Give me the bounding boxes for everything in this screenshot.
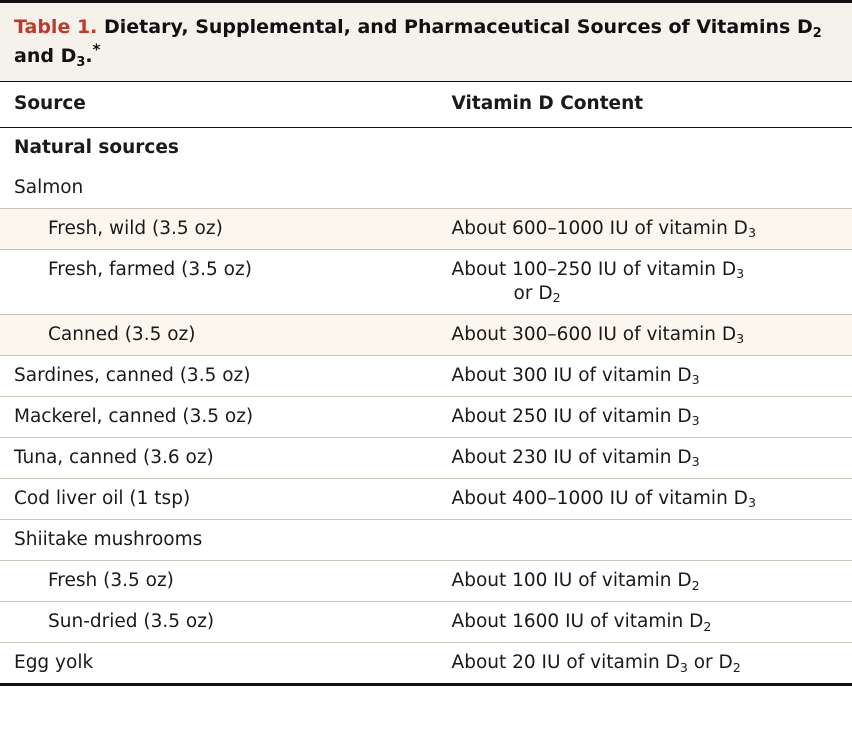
caption-mid: and D	[14, 45, 77, 68]
table-row	[0, 355, 852, 396]
row-content-subscript: 2	[703, 618, 712, 634]
row-content-text: About 100–250 IU of vitamin D	[451, 258, 737, 280]
row-content	[452, 168, 852, 209]
row-source: Fresh, wild (3.5 oz)	[0, 208, 452, 249]
row-content	[452, 355, 852, 396]
row-content-text: About 1600 IU of vitamin D	[451, 611, 704, 633]
table-row	[0, 314, 852, 355]
table-row	[0, 561, 852, 602]
row-source: Cod liver oil (1 tsp)	[0, 478, 452, 519]
table-row	[0, 208, 852, 249]
row-content-line2-text: or D	[513, 282, 553, 304]
row-source: Mackerel, canned (3.5 oz)	[0, 396, 452, 437]
row-content	[452, 249, 852, 314]
table-row	[0, 602, 852, 643]
table-row	[0, 168, 852, 209]
row-content-text: About 250 IU of vitamin D	[451, 405, 692, 427]
row-content-text: About 100 IU of vitamin D	[451, 570, 692, 592]
row-content-text: About 20 IU of vitamin D	[451, 652, 680, 674]
row-content-subscript: 3	[736, 331, 745, 347]
table-row	[0, 127, 852, 168]
caption-main: Dietary, Supplemental, and Pharmaceutical Sources of Vitamins D	[104, 16, 813, 38]
table-header	[0, 82, 852, 127]
caption-sub-d3: 3	[76, 55, 86, 71]
row-source: Shiitake mushrooms	[0, 520, 452, 561]
caption-footnote-marker: *	[92, 41, 101, 60]
row-content-text: About 230 IU of vitamin D	[451, 446, 692, 468]
row-source: Sun-dried (3.5 oz)	[0, 602, 452, 643]
data-table	[0, 82, 852, 683]
row-content	[452, 437, 852, 478]
row-content	[452, 643, 852, 684]
row-content-line2	[452, 282, 846, 306]
row-content	[452, 478, 852, 519]
row-source: Egg yolk	[0, 643, 452, 684]
row-content-subscript: 3	[691, 372, 700, 388]
row-content-text: About 300 IU of vitamin D	[451, 364, 692, 386]
row-content-tail: or D	[687, 652, 733, 674]
row-content-subscript: 3	[679, 659, 688, 675]
row-content	[452, 127, 852, 168]
row-content-tail-subscript: 2	[732, 659, 741, 675]
row-content-subscript: 3	[691, 454, 700, 470]
row-source: Natural sources	[14, 136, 179, 158]
row-content	[452, 520, 852, 561]
row-content	[452, 396, 852, 437]
column-header-content: Vitamin D Content	[451, 93, 644, 115]
row-content	[452, 602, 852, 643]
table-row	[0, 643, 852, 684]
table-row	[0, 437, 852, 478]
table-row	[0, 396, 852, 437]
row-source: Fresh, farmed (3.5 oz)	[0, 249, 452, 314]
table-caption-text	[14, 16, 822, 71]
row-source: Fresh (3.5 oz)	[0, 561, 452, 602]
row-source: Sardines, canned (3.5 oz)	[0, 355, 452, 396]
row-content-subscript: 2	[691, 577, 700, 593]
row-content-subscript: 3	[747, 495, 756, 511]
row-content-text: About 300–600 IU of vitamin D	[451, 323, 737, 345]
table-header-row	[0, 82, 852, 127]
row-content	[452, 314, 852, 355]
row-source: Salmon	[14, 176, 84, 198]
caption-end: .	[85, 45, 93, 68]
row-content-subscript: 3	[736, 266, 745, 282]
table-row	[0, 249, 852, 314]
row-source: Canned (3.5 oz)	[0, 314, 452, 355]
table-label: Table 1.	[14, 16, 98, 38]
table-body	[0, 127, 852, 683]
row-content	[452, 208, 852, 249]
column-header-source: Source	[14, 93, 86, 115]
row-content-subscript: 3	[747, 225, 756, 241]
table-row	[0, 478, 852, 519]
table-caption	[0, 3, 852, 82]
table-row	[0, 520, 852, 561]
row-content-text: About 600–1000 IU of vitamin D	[451, 217, 748, 239]
row-content	[452, 561, 852, 602]
row-content-text: About 400–1000 IU of vitamin D	[451, 487, 748, 509]
row-content-line2-subscript: 2	[552, 290, 561, 306]
caption-sub-d2: 2	[812, 25, 822, 41]
row-content-subscript: 3	[691, 413, 700, 429]
row-source: Tuna, canned (3.6 oz)	[0, 437, 452, 478]
